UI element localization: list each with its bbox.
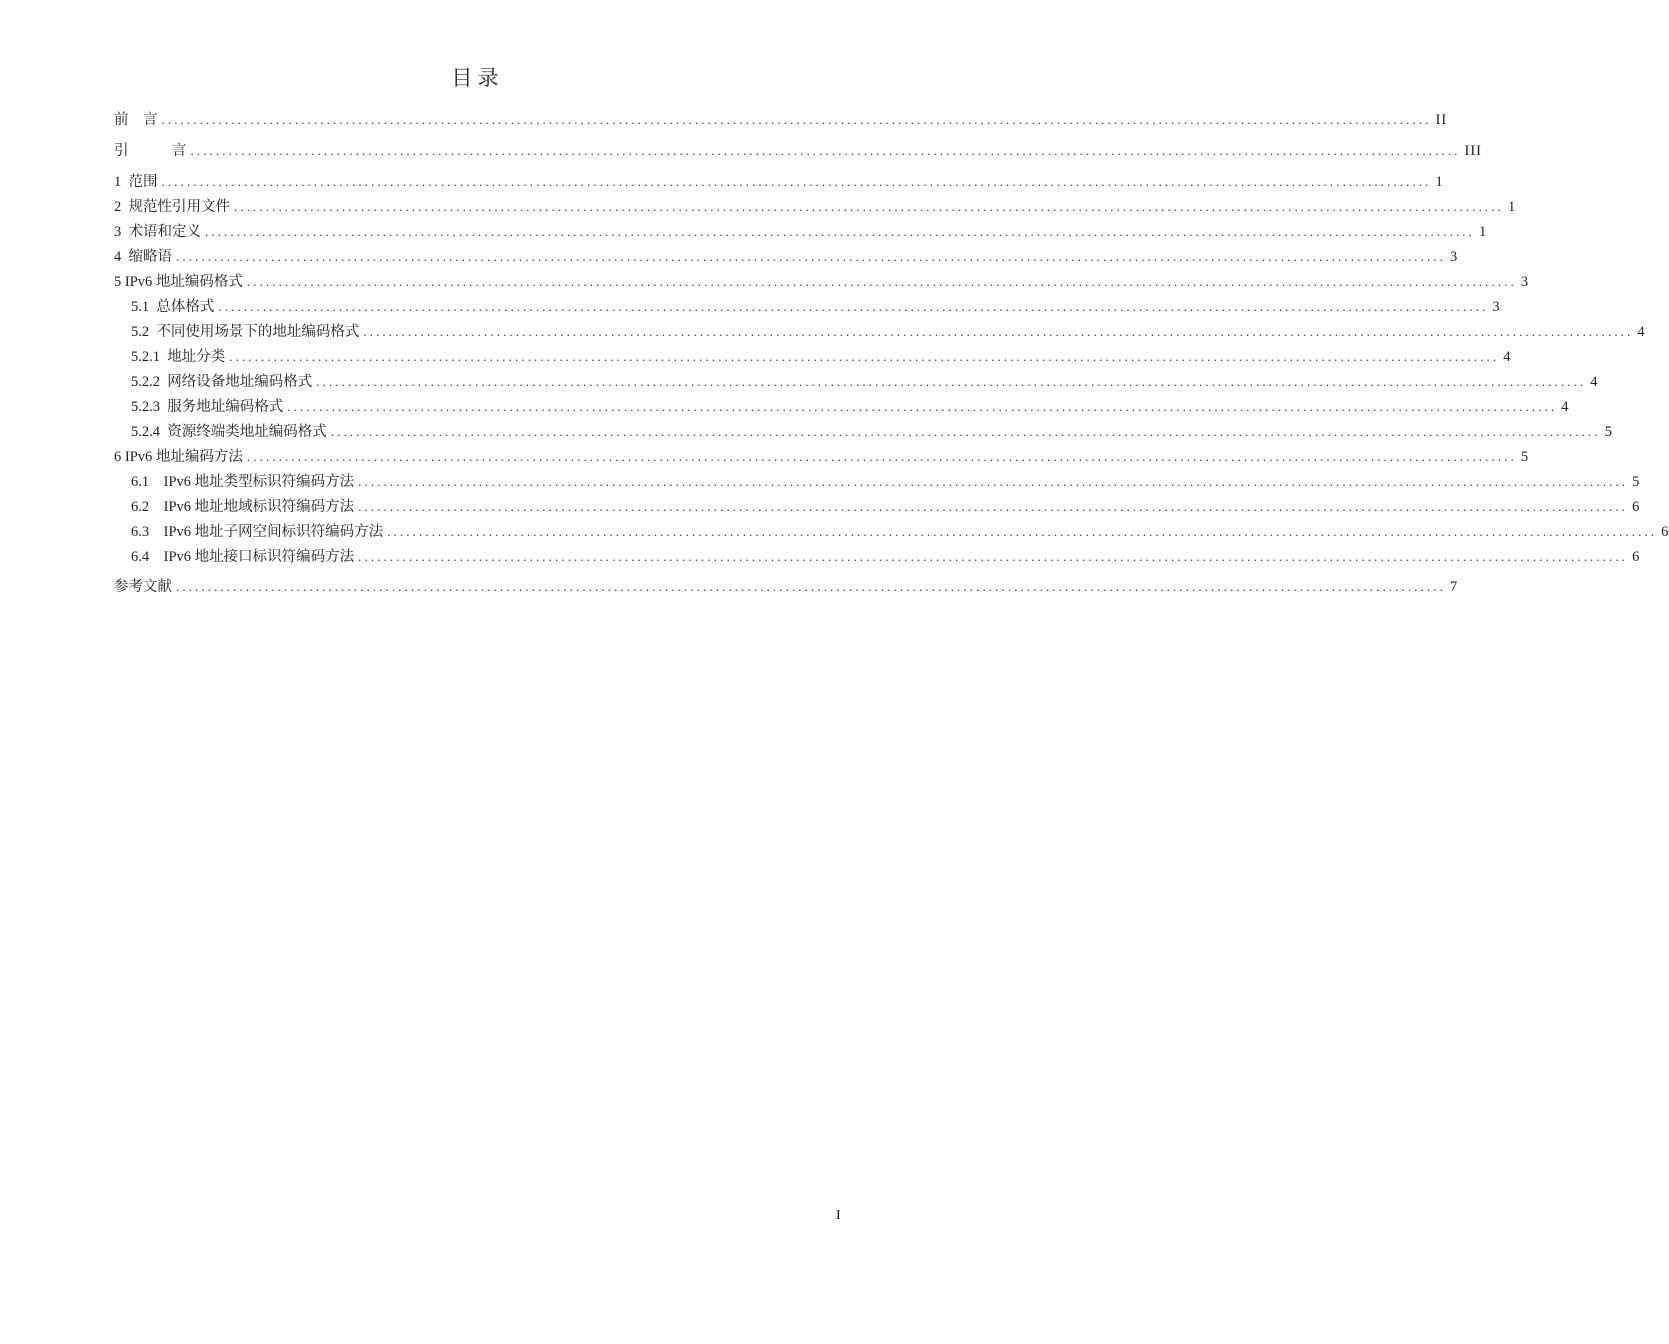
toc-leader-dots: ........................................................................................................................................................................................................ [358, 499, 1629, 514]
toc-entry-page: 6 [1632, 549, 1641, 565]
toc-entry-scope[interactable] [114, 170, 1444, 194]
toc-leader-dots: ........................................................................................................................................................................................................ [358, 474, 1629, 489]
toc-entry-label: 1 范围 [114, 174, 158, 190]
toc-entry-page: 6 [1632, 499, 1641, 515]
toc-entry-foreword[interactable] [114, 108, 1448, 132]
toc-leader-dots: ........................................................................................................................................................................................................ [287, 399, 1558, 414]
toc-leader-dots: ........................................................................................................................................................................................................ [205, 224, 1475, 239]
toc-entry-5-1[interactable] [131, 295, 1501, 319]
toc-entry-page: 3 [1450, 249, 1459, 265]
page-number: I [836, 1208, 841, 1223]
toc-entry-6-1[interactable] [131, 470, 1641, 494]
toc-entry-label: 6.4 IPv6 地址接口标识符编码方法 [131, 549, 355, 565]
toc-leader-dots: ........................................................................................................................................................................................................ [161, 112, 1432, 127]
toc-leader-dots: ........................................................................................................................................................................................................ [161, 174, 1432, 189]
toc-entry-5-2-4[interactable] [131, 420, 1613, 444]
toc-leader-dots: ........................................................................................................................................................................................................ [246, 449, 1517, 464]
toc-entry-page: 5 [1520, 449, 1530, 465]
toc-leader-dots: ........................................................................................................................................................................................................ [176, 579, 1446, 594]
toc-title: 目 录 [451, 66, 499, 90]
toc-entry-page: 1 [1435, 174, 1444, 190]
toc-entry-page: 3 [1492, 299, 1501, 315]
toc-entry-page: 4 [1561, 399, 1570, 415]
toc-entry-5-2[interactable] [131, 320, 1646, 344]
toc-entry-label: 5.2.1 地址分类 [131, 349, 226, 365]
toc-entry-label: 6.3 IPv6 地址子网空间标识符编码方法 [131, 524, 384, 540]
toc-entry-label: 5.2.2 网络设备地址编码格式 [131, 374, 313, 390]
toc-entry-6-2[interactable] [131, 495, 1641, 519]
toc-entry-page: 7 [1450, 579, 1459, 595]
toc-leader-dots: ........................................................................................................................................................................................................ [387, 524, 1658, 539]
toc-entry-label: 6.2 IPv6 地址地域标识符编码方法 [131, 499, 355, 515]
toc-entry-label: 4 缩略语 [114, 249, 172, 265]
toc-entry-page: 5 [1604, 424, 1613, 440]
toc-entry-page: 6 [1661, 524, 1669, 540]
toc-entry-6-4[interactable] [131, 545, 1641, 569]
toc-entry-normative-references[interactable] [114, 195, 1517, 219]
toc-entry-page: 5 [1632, 474, 1641, 490]
toc-entry-label: 参考文献 [114, 579, 172, 595]
toc-entry-page: 1 [1479, 224, 1488, 240]
toc-leader-dots: ........................................................................................................................................................................................................ [176, 249, 1446, 264]
toc-entry-page: II [1435, 112, 1448, 128]
toc-leader-dots: ........................................................................................................................................................................................................ [234, 199, 1504, 214]
toc-entry-label: 5.2 不同使用场景下的地址编码格式 [131, 324, 360, 340]
toc-entry-page: 1 [1508, 199, 1517, 215]
toc-entry-label: 5.2.3 服务地址编码格式 [131, 399, 284, 415]
toc-entry-page: 4 [1590, 374, 1599, 390]
toc-entry-label: 3 术语和定义 [114, 224, 201, 240]
toc-entry-introduction[interactable] [114, 139, 1482, 163]
toc-entry-section-6[interactable] [114, 445, 1530, 469]
toc-leader-dots: ........................................................................................................................................................................................................ [363, 324, 1634, 339]
toc-entry-label: 6 IPv6 地址编码方法 [114, 449, 243, 465]
toc-entry-label: 5.2.4 资源终端类地址编码格式 [131, 424, 327, 440]
toc-entry-terms[interactable] [114, 220, 1488, 244]
toc-entry-5-2-1[interactable] [131, 345, 1512, 369]
toc-entry-6-3[interactable] [131, 520, 1669, 544]
toc-leader-dots: ........................................................................................................................................................................................................ [316, 374, 1587, 389]
toc-entry-page: 4 [1503, 349, 1512, 365]
toc-entry-label: 6.1 IPv6 地址类型标识符编码方法 [131, 474, 355, 490]
toc-leader-dots: ........................................................................................................................................................................................................ [246, 274, 1517, 289]
toc-entry-bibliography[interactable] [114, 575, 1459, 599]
toc-leader-dots: ........................................................................................................................................................................................................ [330, 424, 1601, 439]
toc-leader-dots: ........................................................................................................................................................................................................ [229, 349, 1500, 364]
toc-entry-label: 5 IPv6 地址编码格式 [114, 274, 243, 290]
toc-entry-label: 前 言 [114, 112, 158, 128]
toc-leader-dots: ........................................................................................................................................................................................................ [358, 549, 1629, 564]
toc-leader-dots: ........................................................................................................................................................................................................ [218, 299, 1489, 314]
toc-entry-abbreviations[interactable] [114, 245, 1459, 269]
toc-entry-page: 4 [1637, 324, 1646, 340]
toc-entry-label: 引 言 [114, 143, 187, 159]
toc-leader-dots: ........................................................................................................................................................................................................ [190, 143, 1461, 158]
toc-entry-page: III [1464, 143, 1482, 159]
toc-entry-5-2-3[interactable] [131, 395, 1570, 419]
toc-entry-label: 2 规范性引用文件 [114, 199, 230, 215]
toc-entry-page: 3 [1520, 274, 1530, 290]
toc-entry-section-5[interactable] [114, 270, 1530, 294]
toc-entry-label: 5.1 总体格式 [131, 299, 215, 315]
toc-entry-5-2-2[interactable] [131, 370, 1599, 394]
